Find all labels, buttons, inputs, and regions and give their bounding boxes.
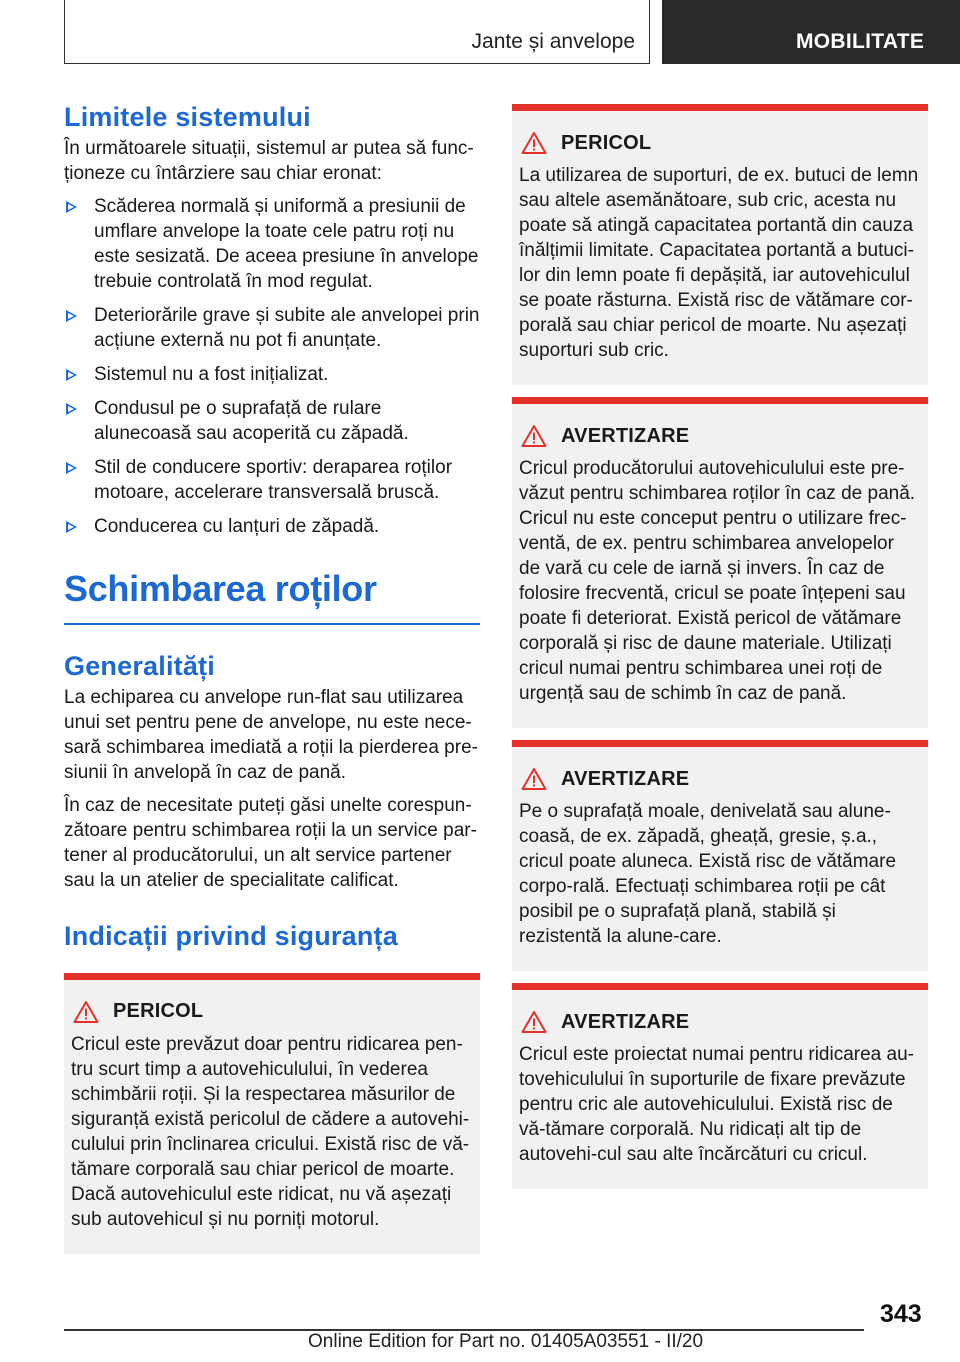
header-section-title: Jante și anvelope — [471, 30, 635, 53]
warning-text: Cricul producătorului autovehiculului este pre-văzut pentru schimbarea roților în caz de pană. Cricul nu este conceput pentru o utilizare frec-ventă, de ex. pentru schimbarea anvelopelor de vară cu cele de iarnă și invers. În caz de folosire frecventă, cricul se poate înțepeni sau poate fi deteriorat. Există pericol de vătămare corporală și risc de daune materiale. Utilizați cricul numai pentru schimbarea unei roți de urgență sau de schimb în caz de pană. — [519, 458, 916, 704]
warning-triangle-icon — [73, 1000, 99, 1024]
warning-text: La utilizarea de suporturi, de ex. butuci de lemn sau altele asemănătoare, sub cric, acesta nu poate să atingă capacitatea portantă din cauza înălțimii limitate. Capacitatea portantă a butuci-lor din lemn poate fi depășită, iar autovehiculul se poate răsturna. Există risc de vătămare cor-porală sau chiar pericol de moarte. Nu așezați suporturi sub cric. — [519, 165, 919, 361]
main-heading: Schimbarea roților — [64, 568, 377, 609]
list-item: Deteriorările grave și subite ale anvelopei prin acțiune externă nu pot fi anunțate. — [64, 303, 480, 353]
warning-label: AVERTIZARE — [561, 767, 690, 790]
triangle-bullet-icon — [66, 310, 77, 322]
warning-label: PERICOL — [561, 131, 652, 154]
triangle-bullet-icon — [66, 201, 77, 213]
triangle-bullet-icon — [66, 521, 77, 533]
warning-label: AVERTIZARE — [561, 1010, 690, 1033]
warning-box — [512, 983, 928, 1189]
heading-divider — [64, 623, 480, 625]
limits-intro: În următoarele situații, sistemul ar putea să func-ționeze cu întârziere sau chiar eronat: — [64, 138, 474, 184]
footer-edition-text: Online Edition for Part no. 01405A03551 - II/20 — [308, 1331, 704, 1352]
warning-box — [512, 397, 928, 728]
general-paragraph-1: La echiparea cu anvelope run-flat sau utilizarea unui set pentru pene de anvelope, nu este nece-sară schimbarea imediată a roții la pierderea pre-siunii în anvelopă în caz de pană. — [64, 686, 478, 783]
safety-heading: Indicații privind siguranța — [64, 920, 398, 951]
list-item: Condusul pe o suprafață de rulare alunecoasă sau acoperită cu zăpadă. — [64, 396, 480, 446]
warning-text: Cricul este prevăzut doar pentru ridicarea pen-tru scurt timp a autovehiculului, în vederea schimbării roții. Și la respectarea măsurilor de siguranță există pericolul de cădere a autovehi-culului prin înclinarea cricului. Există risc de vă-tămare corporală sau chiar pericol de moarte. Dacă autovehiculul este ridicat, nu vă așezați sub autovehicul și nu porniți motorul. — [71, 1033, 470, 1230]
header-chapter-tab: MOBILITATE — [662, 0, 960, 64]
list-item: Sistemul nu a fost inițializat. — [64, 362, 480, 387]
warning-text: Pe o suprafață moale, denivelată sau alune-coasă, de ex. zăpadă, gheață, gresie, ș.a., cricul poate aluneca. Există risc de vătămare corpo-rală. Efectuați schimbarea roții pe cât posibil pe o suprafață plană, stabilă și rezistentă la alune-care. — [519, 801, 897, 947]
list-item: Scăderea normală și uniformă a presiunii de umflare anvelope la toate cele patru roți nu este sesizată. De aceea presiune în anvelope trebuie controlată în mod regulat. — [64, 194, 480, 294]
list-item: Stil de conducere sportiv: deraparea roților motoare, accelerare transversală bruscă. — [64, 455, 480, 505]
warning-triangle-icon — [521, 424, 547, 448]
warning-text: Cricul este proiectat numai pentru ridicarea au-tovehiculului în suporturile de fixare prevăzute pentru cric ale autovehiculului. Există risc de vă-tămare corporală. Nu ridicați alt tip de autovehi-cul sau alte încărcături cu cricul. — [519, 1044, 914, 1165]
limits-heading: Limitele sistemului — [64, 102, 311, 132]
danger-box — [64, 973, 480, 1254]
danger-box — [512, 104, 928, 385]
general-paragraph-2: În caz de necesitate puteți găsi unelte corespun-zătoare pentru schimbarea roții la un service par-tener al producătorului, un alt service partener sau la un atelier de specialitate calificat. — [64, 794, 477, 891]
triangle-bullet-icon — [66, 462, 77, 474]
warning-box — [512, 740, 928, 971]
right-column — [512, 104, 928, 1189]
general-heading: Generalități — [64, 650, 215, 681]
page-number: 343 — [880, 1300, 922, 1328]
triangle-bullet-icon — [66, 403, 77, 415]
warning-triangle-icon — [521, 1010, 547, 1034]
warning-triangle-icon — [521, 767, 547, 791]
header-frame — [64, 0, 650, 64]
list-item: Conducerea cu lanțuri de zăpadă. — [64, 514, 480, 539]
limits-list — [64, 194, 480, 539]
left-column — [64, 100, 480, 1254]
warning-triangle-icon — [521, 131, 547, 155]
warning-label: PERICOL — [113, 1000, 204, 1022]
warning-label: AVERTIZARE — [561, 424, 690, 447]
triangle-bullet-icon — [66, 369, 77, 381]
